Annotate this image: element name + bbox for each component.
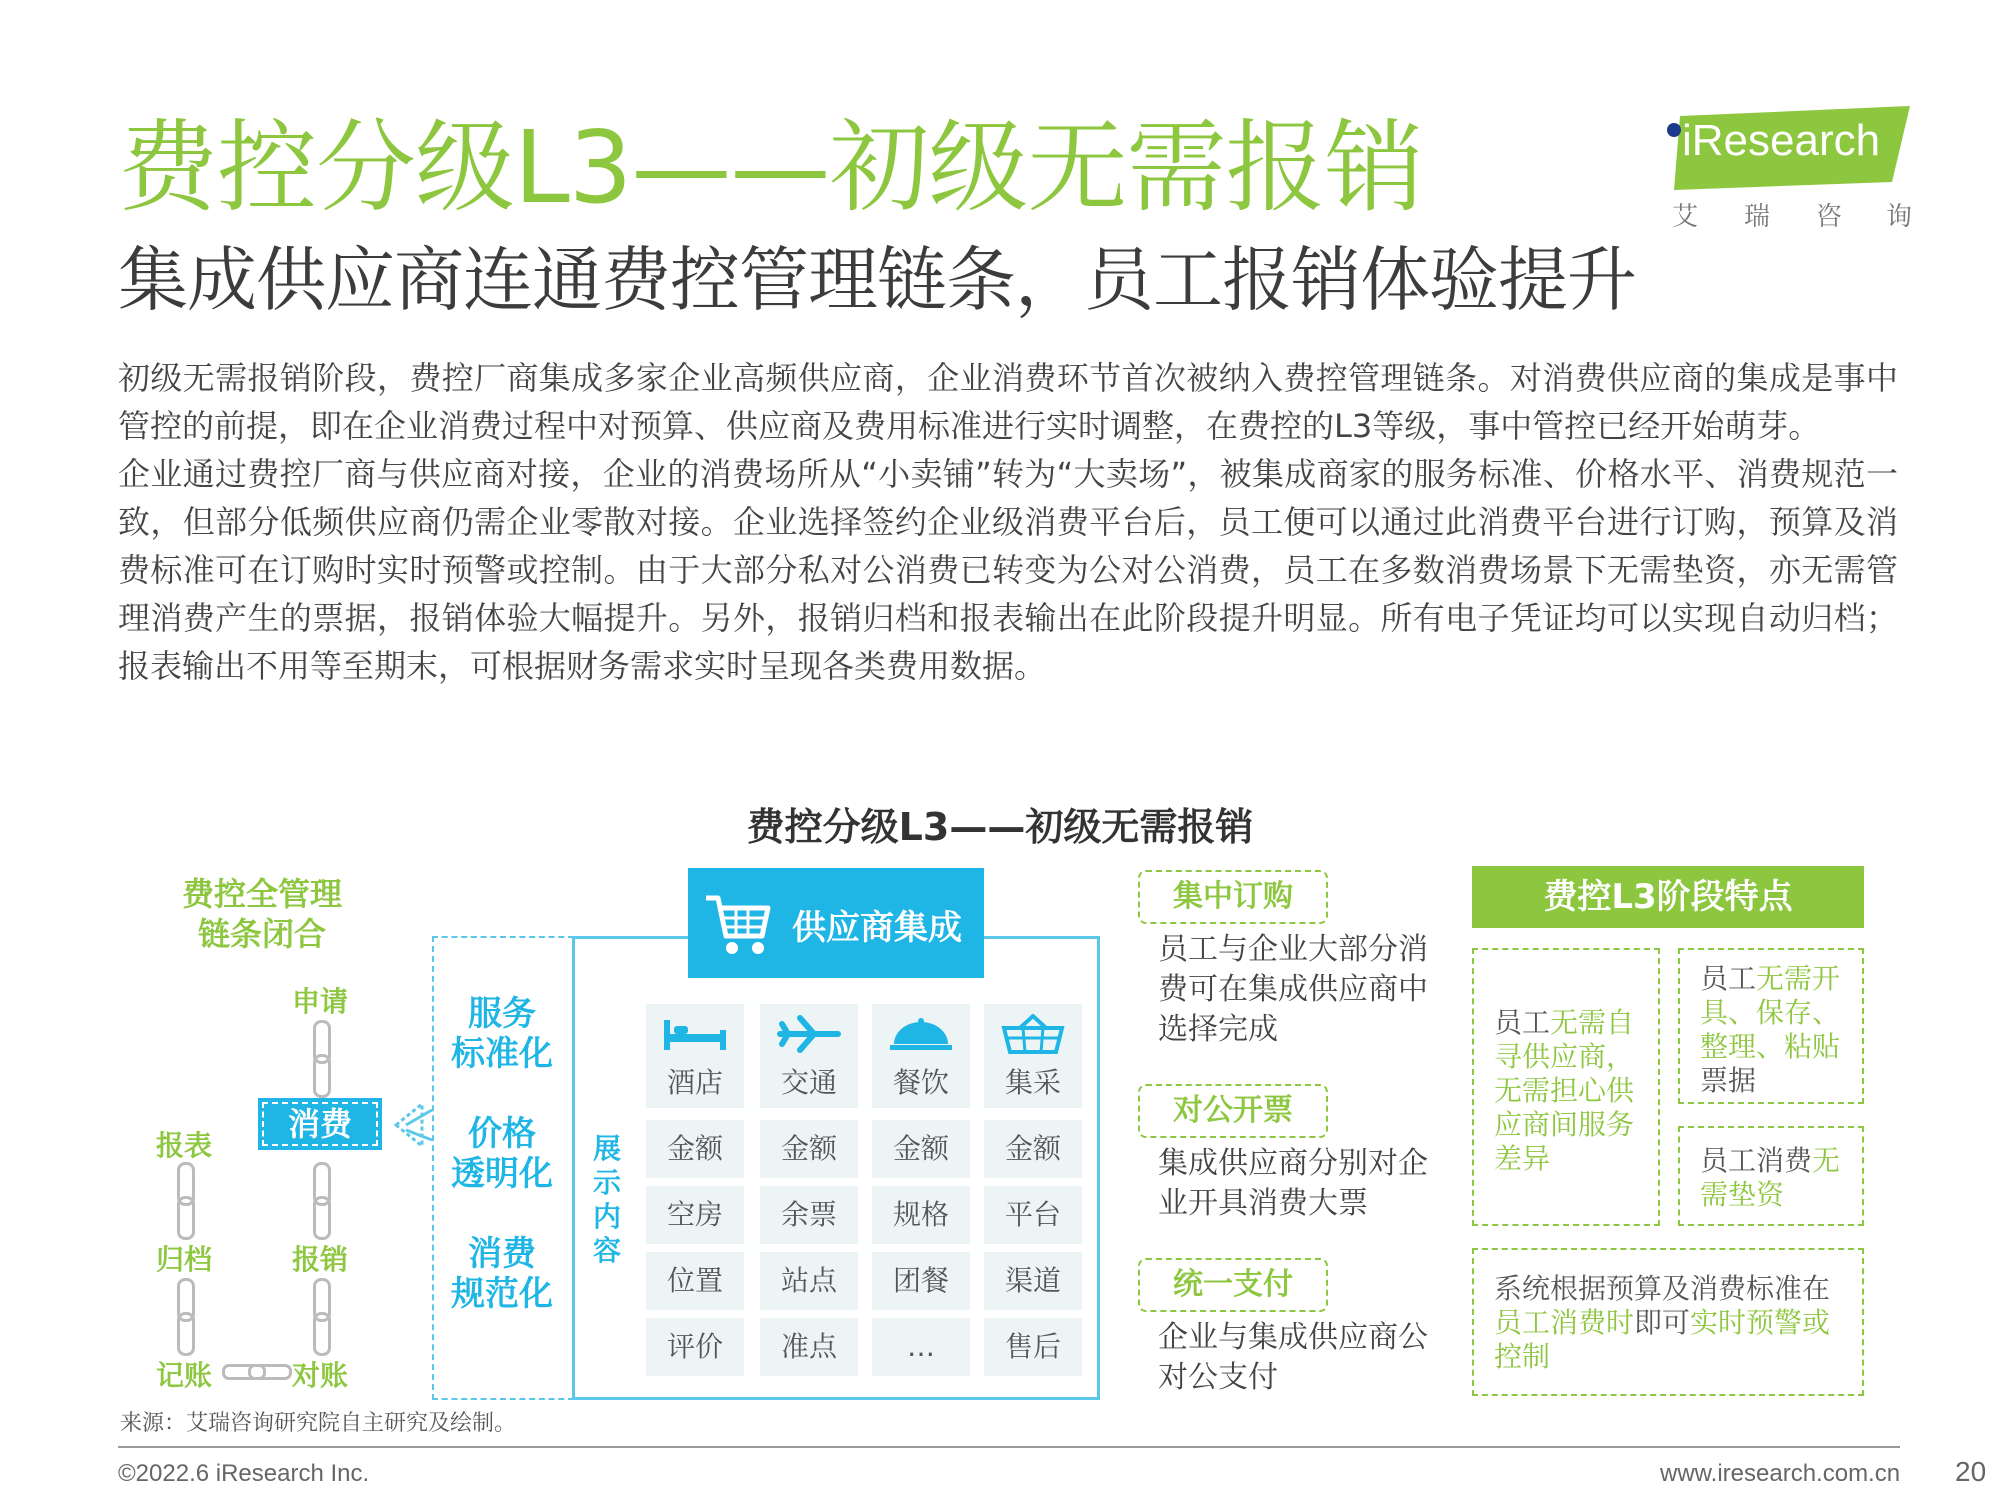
grid-cell: 站点 <box>760 1252 858 1310</box>
chain-link-icon <box>248 1364 292 1380</box>
desc-line: 员工与企业大部分消 <box>1158 932 1428 967</box>
desc-line: 企业与集成供应商公 <box>1158 1320 1428 1355</box>
chain-node-bookkeep: 记账 <box>156 1359 213 1392</box>
category-catering <box>872 1004 970 1108</box>
grid-cell: 评价 <box>646 1318 744 1376</box>
website-link[interactable]: www.iresearch.com.cn <box>1660 1460 1901 1487</box>
logo-wordmark <box>1682 116 1880 166</box>
chain-node-reconcile: 对账 <box>292 1359 349 1392</box>
category-label: 餐饮 <box>892 1066 949 1099</box>
iresearch-logo <box>1660 104 1913 234</box>
logo-prefix: i <box>1682 116 1692 165</box>
feature-box-realtime-control <box>1472 1248 1864 1396</box>
tag-description <box>1158 1318 1428 1398</box>
chain-link-icon <box>313 1196 331 1240</box>
box-highlight: 无需自寻供应商，无需担心供应商间服务差异 <box>1494 1006 1635 1175</box>
grid-cell: 空房 <box>646 1186 744 1244</box>
feature-box-no-advance <box>1678 1126 1864 1226</box>
shopping-cart-icon <box>702 888 774 960</box>
grid-cell: 规格 <box>872 1186 970 1244</box>
l3-features-header: 费控L3阶段特点 <box>1472 866 1864 928</box>
supplier-integration-header <box>688 868 984 978</box>
desc-line: 集成供应商分别对企 <box>1158 1146 1428 1181</box>
feature-box-supplier <box>1472 948 1660 1226</box>
chain-node-apply: 申请 <box>292 985 349 1018</box>
box-text: 即可 <box>1634 1306 1691 1339</box>
feature-line: 规范化 <box>451 1274 553 1314</box>
box-highlight: 无需垫资 <box>1700 1144 1841 1211</box>
desc-line: 费可在集成供应商中 <box>1158 972 1428 1007</box>
tag-description <box>1158 930 1428 1050</box>
basket-icon <box>998 1014 1068 1054</box>
feature-line: 消费 <box>468 1234 536 1274</box>
feature-service <box>440 994 564 1074</box>
display-char: 展 <box>592 1132 621 1165</box>
tag-centralized-ordering: 集中订购 <box>1138 870 1328 924</box>
box-text: 系统根据预算及消费标准在 <box>1494 1272 1831 1305</box>
chain-node-reimburse: 报销 <box>292 1243 349 1276</box>
category-label: 交通 <box>780 1066 837 1099</box>
chain-node-report: 报表 <box>156 1129 213 1162</box>
feature-line: 服务 <box>468 994 536 1034</box>
feature-line: 价格 <box>468 1114 536 1154</box>
food-cloche-icon <box>886 1014 956 1054</box>
box-text: 员工 <box>1700 962 1757 995</box>
footer-divider <box>118 1446 1900 1448</box>
desc-line: 选择完成 <box>1158 1012 1278 1047</box>
desc-line: 业开具消费大票 <box>1158 1186 1368 1221</box>
box-text: 票据 <box>1700 1064 1757 1097</box>
category-transport <box>760 1004 858 1108</box>
feature-line: 透明化 <box>451 1154 553 1194</box>
airplane-icon <box>774 1014 844 1054</box>
grid-cell: 金额 <box>872 1120 970 1178</box>
grid-cell: 余票 <box>760 1186 858 1244</box>
logo-sub-char: 艾 <box>1672 202 1699 232</box>
chain-node-archive: 归档 <box>156 1243 213 1276</box>
body-text <box>118 354 1898 690</box>
bed-icon <box>660 1014 730 1054</box>
category-procurement <box>984 1004 1082 1108</box>
grid-cell: 金额 <box>984 1120 1082 1178</box>
paragraph: 企业通过费控厂商与供应商对接，企业的消费场所从“小卖铺”转为“大卖场”，被集成商家的服务标准、价格水平、消费规范一致，但部分低频供应商仍需企业零散对接。企业选择签约企业级消费平台后，员工便可以通过此消费平台进行订购，预算及消费标准可在订购时实时预警或控制。由于大部分私对公消费已转变为公对公消费，员工在多数消费场景下无需垫资，亦无需管理消费产生的票据，报销体验大幅提升。另外，报销归档和报表输出在此阶段提升明显。所有电子凭证均可以实现自动归档；报表输出不用等至期末，可根据财务需求实时呈现各类费用数据。 <box>118 455 1898 685</box>
display-content-label <box>590 1132 624 1268</box>
grid-cell: 售后 <box>984 1318 1082 1376</box>
grid-cell: 准点 <box>760 1318 858 1376</box>
chain-link-icon <box>313 1054 331 1098</box>
box-text: 员工消费 <box>1700 1144 1813 1177</box>
grid-cell: 金额 <box>646 1120 744 1178</box>
box-highlight: 实时预警或控制 <box>1494 1306 1831 1373</box>
display-char: 内 <box>592 1200 621 1233</box>
box-text: 员工 <box>1494 1006 1551 1039</box>
tag-description <box>1158 1144 1428 1224</box>
chain-link-icon <box>313 1312 331 1356</box>
logo-sub-char: 咨 <box>1816 202 1843 232</box>
chain-title <box>172 874 352 954</box>
page-subtitle: 集成供应商连通费控管理链条，员工报销体验提升 <box>118 239 1636 321</box>
logo-sub-char: 询 <box>1886 202 1913 232</box>
diagram-title: 费控分级L3——初级无需报销 <box>746 805 1254 849</box>
chain-link-icon <box>177 1312 195 1356</box>
grid-cell: … <box>872 1318 970 1376</box>
category-label: 集采 <box>1004 1066 1061 1099</box>
logo-sub-char: 瑞 <box>1744 202 1771 232</box>
display-char: 容 <box>592 1234 621 1267</box>
grid-cell: 团餐 <box>872 1252 970 1310</box>
grid-cell: 渠道 <box>984 1252 1082 1310</box>
tag-unified-payment: 统一支付 <box>1138 1258 1328 1312</box>
chain-title-line: 费控全管理 <box>181 875 342 913</box>
source-note: 来源：艾瑞咨询研究院自主研究及绘制。 <box>120 1411 517 1436</box>
box-highlight: 无需开具、保存、整理、粘贴 <box>1700 962 1841 1063</box>
feature-price <box>440 1114 564 1194</box>
page-title: 费控分级L3——初级无需报销 <box>118 109 1424 226</box>
category-label: 酒店 <box>666 1066 723 1099</box>
chain-node-consume: 消费 <box>258 1098 382 1150</box>
display-char: 示 <box>592 1166 621 1199</box>
grid-cell: 金额 <box>760 1120 858 1178</box>
box-highlight: 员工消费时 <box>1494 1306 1635 1339</box>
desc-line: 对公支付 <box>1158 1360 1278 1395</box>
chain-link-icon <box>177 1196 195 1240</box>
feature-consume <box>440 1234 564 1314</box>
arrow-left-icon <box>392 1100 436 1150</box>
feature-line: 标准化 <box>451 1034 553 1074</box>
supplier-title: 供应商集成 <box>792 908 962 948</box>
tag-corporate-invoicing: 对公开票 <box>1138 1084 1328 1138</box>
chain-title-line: 链条闭合 <box>197 915 326 953</box>
copyright: ©2022.6 iResearch Inc. <box>118 1460 370 1487</box>
grid-cell: 位置 <box>646 1252 744 1310</box>
feature-box-receipts <box>1678 948 1864 1104</box>
category-hotel <box>646 1004 744 1108</box>
page-number: 20 <box>1955 1456 1987 1487</box>
paragraph: 初级无需报销阶段，费控厂商集成多家企业高频供应商，企业消费环节首次被纳入费控管理链条。对消费供应商的集成是事中管控的前提，即在企业消费过程中对预算、供应商及费用标准进行实时调整，在费控的L3等级，事中管控已经开始萌芽。 <box>118 359 1898 445</box>
grid-cell: 平台 <box>984 1186 1082 1244</box>
logo-brand: Research <box>1691 116 1881 165</box>
